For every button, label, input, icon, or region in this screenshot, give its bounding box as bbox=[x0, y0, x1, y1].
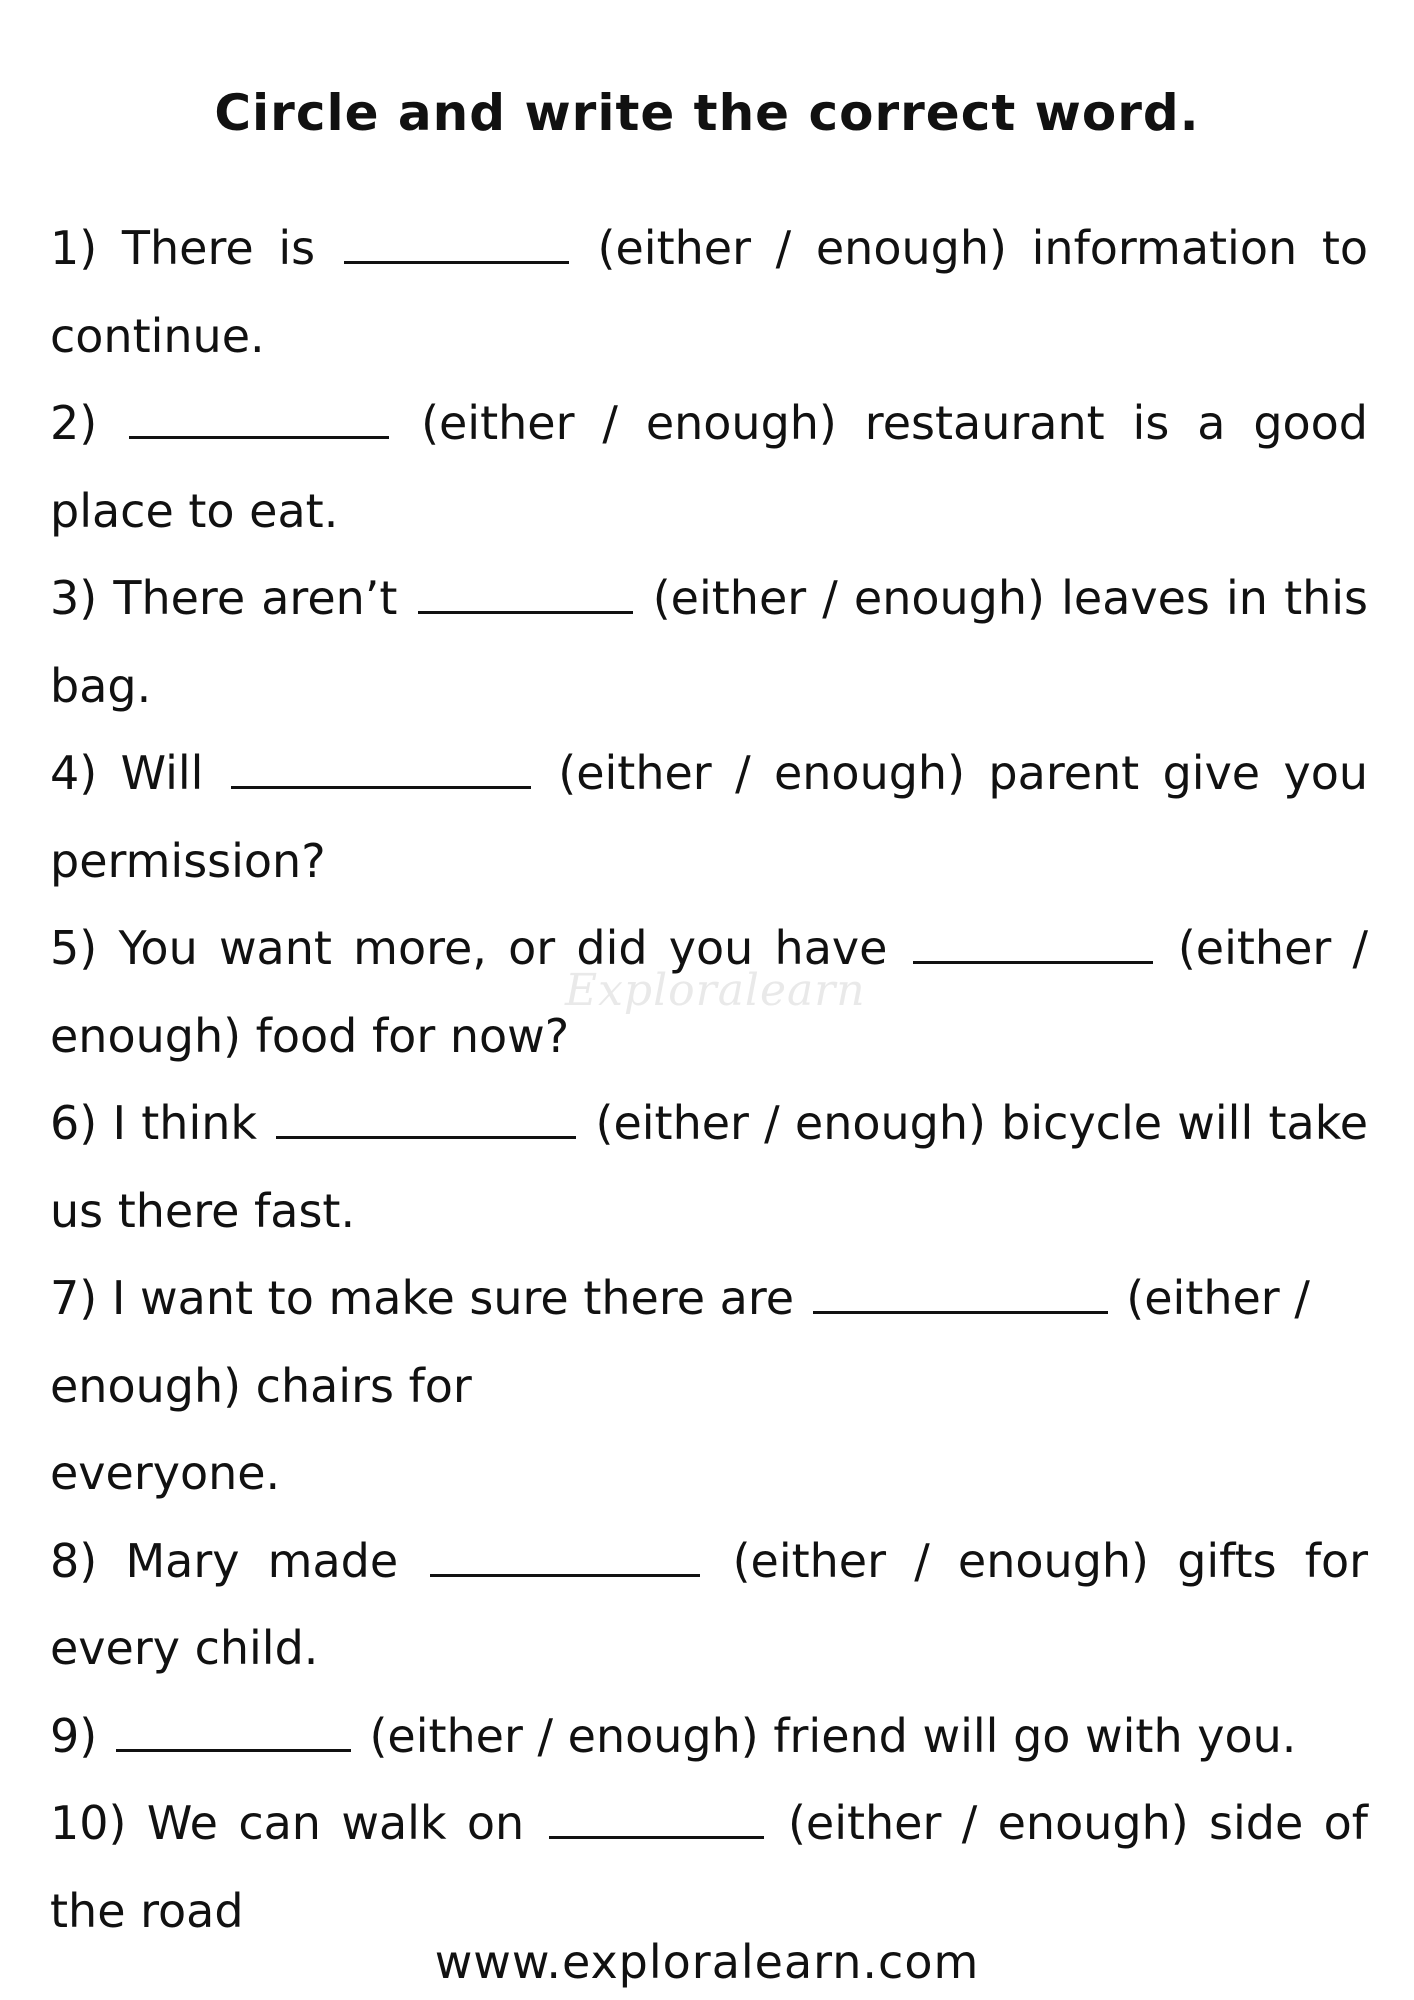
question-text-before: You want more, or did you have bbox=[118, 921, 888, 975]
question-text-after: (either / enough) friend will go with you. bbox=[369, 1708, 1297, 1763]
question-text-after: (either / enough) food for now? bbox=[50, 921, 1369, 1063]
answer-blank[interactable] bbox=[430, 1528, 700, 1577]
question-10 bbox=[50, 1780, 1368, 1955]
question-text-after: (either / enough) leaves in this bag. bbox=[50, 571, 1368, 713]
question-5 bbox=[50, 905, 1368, 1080]
question-text-continued: everyone. bbox=[50, 1446, 281, 1500]
question-text-before: Mary made bbox=[125, 1533, 399, 1588]
question-number: 9) bbox=[50, 1708, 98, 1763]
question-2 bbox=[50, 380, 1368, 555]
question-text-after: (either / enough) restaurant is a good place to eat. bbox=[50, 396, 1369, 538]
answer-blank[interactable] bbox=[418, 565, 633, 614]
answer-blank[interactable] bbox=[231, 740, 531, 789]
question-number: 6) bbox=[50, 1096, 98, 1150]
question-text-before: I want to make sure there are bbox=[111, 1271, 795, 1325]
question-text-before: I think bbox=[112, 1096, 258, 1150]
question-text-before: We can walk on bbox=[146, 1796, 525, 1850]
answer-blank[interactable] bbox=[549, 1790, 764, 1839]
answer-blank[interactable] bbox=[344, 215, 569, 264]
question-number: 4) bbox=[50, 746, 98, 800]
question-text-after: (either / enough) bicycle will take us there fast. bbox=[50, 1096, 1368, 1238]
answer-blank[interactable] bbox=[116, 1703, 351, 1752]
question-text-after: (either / enough) information to continue. bbox=[50, 221, 1369, 363]
question-text-after: (either / enough) side of the road bbox=[50, 1796, 1369, 1938]
question-3 bbox=[50, 555, 1368, 730]
question-number: 7) bbox=[50, 1271, 98, 1325]
question-9 bbox=[50, 1693, 1368, 1781]
answer-blank[interactable] bbox=[913, 915, 1153, 964]
question-number: 10) bbox=[50, 1796, 127, 1850]
question-text-after: (either / enough) parent give you permission? bbox=[50, 746, 1369, 888]
question-number: 5) bbox=[50, 921, 98, 975]
website-footer: www.exploralearn.com bbox=[434, 1935, 980, 1989]
question-8 bbox=[50, 1518, 1368, 1693]
question-list bbox=[50, 205, 1368, 1955]
question-1 bbox=[50, 205, 1368, 380]
answer-blank[interactable] bbox=[129, 390, 389, 439]
question-text-after: (either / enough) chairs for bbox=[50, 1271, 1310, 1413]
question-4 bbox=[50, 730, 1368, 905]
answer-blank[interactable] bbox=[276, 1090, 576, 1139]
question-7 bbox=[50, 1255, 1368, 1518]
answer-blank[interactable] bbox=[813, 1265, 1108, 1314]
question-text-before: There aren’t bbox=[113, 571, 398, 625]
question-6 bbox=[50, 1080, 1368, 1255]
question-text-before: Will bbox=[120, 746, 204, 800]
worksheet-title: Circle and write the correct word. bbox=[214, 84, 1200, 142]
watermark: Exploralearn bbox=[565, 965, 866, 1016]
question-text-after: (either / enough) gifts for every child. bbox=[50, 1533, 1369, 1675]
question-number: 3) bbox=[50, 571, 98, 625]
question-number: 8) bbox=[50, 1533, 98, 1588]
question-number: 1) bbox=[50, 221, 98, 275]
question-text-before: There is bbox=[121, 221, 316, 275]
question-number: 2) bbox=[50, 396, 98, 450]
